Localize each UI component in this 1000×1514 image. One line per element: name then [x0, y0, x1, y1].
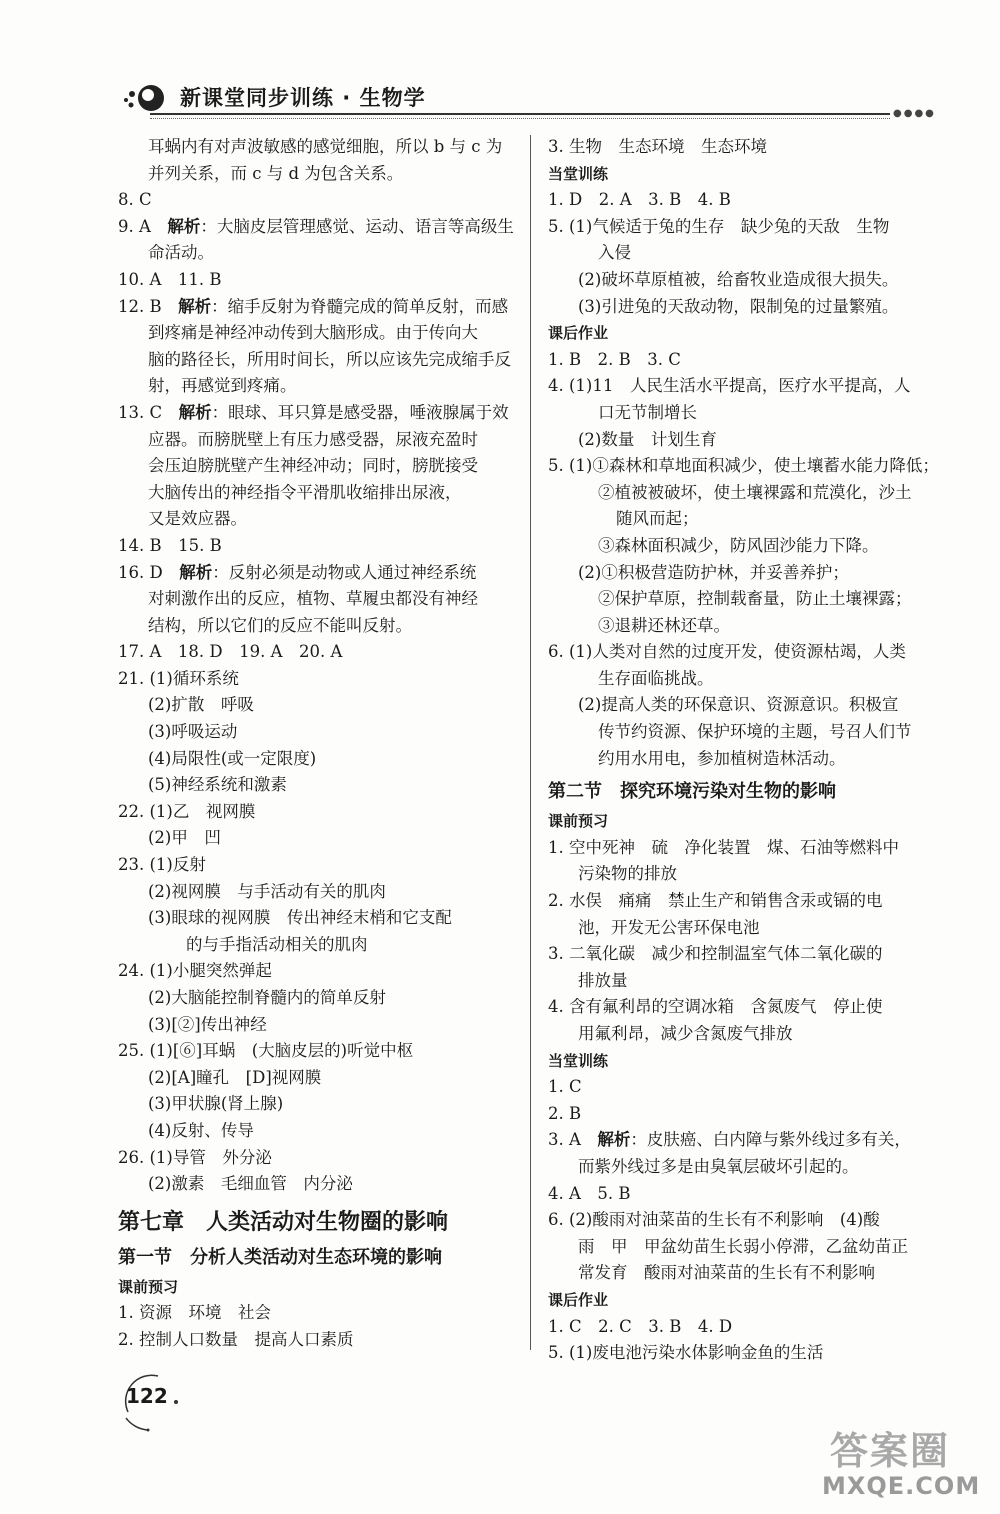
answer-line: 5. (1)废电池污染水体影响金鱼的生活: [548, 1343, 824, 1363]
subsection-heading: 当堂训练: [548, 1051, 609, 1070]
answer-line: 5. (1)气候适于兔的生存 缺少兔的天敌 生物: [548, 216, 890, 236]
answer-line: 6. (2)酸雨对油菜苗的生长有不利影响 (4)酸: [548, 1210, 880, 1230]
answer-line: 到疼痛是神经冲动传到大脑形成。由于传向大: [148, 323, 478, 343]
answer-line: (2)数量 计划生育: [578, 429, 717, 449]
answer-line: 6. (1)人类对自然的过度开发，使资源枯竭，人类: [548, 642, 906, 662]
answer-line: 3. 生物 生态环境 生态环境: [548, 137, 767, 156]
answer-line: 入侵: [598, 243, 631, 263]
answer-line: 应器。而膀胱壁上有压力感受器，尿液充盈时: [148, 429, 478, 449]
answer-line: (2)大脑能控制脊髓内的简单反射: [148, 988, 386, 1007]
answer-line: 4. A 5. B: [548, 1183, 631, 1203]
answer-line: (3)[②]传出神经: [148, 1014, 267, 1034]
answer-line: 而紫外线过多是由臭氧层破坏引起的。: [578, 1156, 859, 1176]
answer-line: 1. C 2. C 3. B 4. D: [548, 1316, 733, 1336]
answer-line: 4. (1)11 人民生活水平提高，医疗水平提高，人: [548, 376, 911, 396]
answer-line: (2)[A]瞳孔 [D]视网膜: [148, 1067, 322, 1087]
subsection-heading: 课后作业: [548, 1290, 609, 1309]
answer-line: 用氟利昂，减少含氮废气排放: [578, 1024, 793, 1043]
answer-line: 2. B: [548, 1103, 582, 1123]
answer-line: 排放量: [578, 970, 628, 990]
answer-line: 8. C: [118, 190, 152, 210]
book-logo-icon: [118, 78, 168, 118]
answer-line: 3. 二氧化碳 减少和控制温室气体二氧化碳的: [548, 944, 883, 964]
answer-line: (3)眼球的视网膜 传出神经末梢和它支配: [148, 908, 452, 928]
answer-line: 4. 含有氟利昂的空调冰箱 含氮废气 停止使: [548, 997, 883, 1017]
answer-line: 13. C 解析：眼球、耳只算是感受器，唾液腺属于效: [118, 402, 509, 422]
answer-line: 10. A 11. B: [118, 269, 222, 289]
answer-line: (4)局限性(或一定限度): [148, 748, 317, 768]
section-title-2: 第二节 探究环境污染对生物的影响: [548, 781, 836, 803]
answer-line: (4)反射、传导: [148, 1120, 254, 1140]
section-title-1: 第一节 分析人类活动对生态环境的影响: [118, 1246, 442, 1268]
header-rule-dotted: [150, 118, 890, 119]
answer-line: 14. B 15. B: [118, 535, 222, 555]
answer-line: 生存面临挑战。: [598, 668, 714, 688]
answer-line: 17. A 18. D 19. A 20. A: [118, 642, 343, 662]
answer-line: 传节约资源、保护环境的主题，号召人们节: [598, 722, 912, 742]
answer-line: 口无节制增长: [598, 402, 697, 422]
answer-line: 又是效应器。: [148, 509, 247, 529]
watermark-url: MXQE.COM: [822, 1472, 981, 1500]
answer-line: 1. B 2. B 3. C: [548, 349, 681, 369]
answer-line: 2. 控制人口数量 提高人口素质: [118, 1329, 354, 1349]
answer-line: 26. (1)导管 外分泌: [118, 1147, 272, 1167]
answer-line: 随风而起；: [616, 509, 699, 529]
answer-line: 对刺激作出的反应，植物、草履虫都没有神经: [148, 589, 478, 609]
answer-line: 5. (1)①森林和草地面积减少，使土壤蓄水能力降低；: [548, 456, 939, 476]
answer-line: 24. (1)小腿突然弹起: [118, 961, 272, 981]
answer-line: 污染物的排放: [578, 864, 677, 884]
answer-line: 12. B 解析：缩手反射为脊髓完成的简单反射，而感: [118, 296, 509, 316]
answer-line: 大脑传出的神经指令平滑肌收缩排出尿液，: [148, 482, 462, 502]
answer-line: ③退耕还林还草。: [598, 615, 730, 635]
answer-line: 1. 空中死神 硫 净化装置 煤、石油等燃料中: [548, 837, 899, 857]
answer-line: 命活动。: [148, 243, 214, 263]
answer-line: (2)①积极营造防护林，并妥善养护；: [578, 562, 849, 582]
analysis-label: 解析: [178, 402, 212, 422]
answer-line: (3)甲状腺(肾上腺): [148, 1094, 284, 1114]
answer-line: 常发育 酸雨对油菜苗的生长有不利影响: [578, 1263, 875, 1283]
answer-line: 1. 资源 环境 社会: [118, 1303, 271, 1323]
answer-line: 雨 甲 甲盆幼苗生长弱小停滞，乙盆幼苗正: [578, 1236, 908, 1256]
analysis-label: 解析: [178, 296, 212, 316]
header-title: 新课堂同步训练 · 生物学: [180, 86, 426, 110]
answer-line: 脑的路径长，所用时间长，所以应该先完成缩手反: [148, 349, 511, 369]
subsection-heading: 课前预习: [548, 812, 609, 831]
left-tail-lines: [118, 1274, 518, 1354]
answer-line: (5)神经系统和激素: [148, 775, 287, 795]
analysis-label: 解析: [167, 216, 201, 236]
answer-line: 3. A 解析：皮肤癌、白内障与紫外线过多有关，: [548, 1130, 911, 1150]
left-answer-lines: [118, 134, 518, 1198]
right-column: [548, 134, 943, 1367]
column-divider: [530, 135, 531, 1350]
subsection-heading: 课前预习: [118, 1277, 179, 1296]
answer-line: 2. 水俣 痛痛 禁止生产和销售含汞或镉的电: [548, 891, 883, 911]
header-dots: ●●●●: [893, 108, 936, 119]
answer-line: 1. D 2. A 3. B 4. B: [548, 190, 731, 210]
answer-line: 9. A 解析：大脑皮层管理感觉、运动、语言等高级生: [118, 216, 514, 236]
answer-line: ②植被被破坏，使土壤裸露和荒漠化，沙土: [598, 482, 912, 502]
answer-line: 会压迫膀胱壁产生神经冲动；同时，膀胱接受: [148, 456, 478, 476]
header-rule: [150, 113, 890, 115]
subsection-heading: 当堂训练: [548, 164, 609, 183]
right-answer-lines-1: [548, 134, 943, 772]
page-number: 122: [126, 1384, 168, 1408]
page-header: [118, 78, 948, 118]
answer-line: 耳蜗内有对声波敏感的感觉细胞，所以 b 与 c 为: [148, 137, 503, 156]
answer-line: (2)提高人类的环保意识、资源意识。积极宣: [578, 695, 899, 715]
answer-line: 射，再感觉到疼痛。: [148, 376, 297, 396]
right-answer-lines-2: [548, 808, 943, 1366]
answer-line: 结构，所以它们的反应不能叫反射。: [148, 615, 412, 635]
answer-line: ②保护草原，控制载畜量，防止土壤裸露；: [598, 589, 912, 609]
watermark-logo-text: 答案圈: [830, 1429, 951, 1473]
answer-line: 23. (1)反射: [118, 855, 206, 875]
answer-line: (2)破坏草原植被，给畜牧业造成很大损失。: [578, 269, 899, 289]
answer-line: (2)激素 毛细血管 内分泌: [148, 1174, 353, 1194]
answer-line: ③森林面积减少，防风固沙能力下降。: [598, 535, 879, 555]
answer-line: 22. (1)乙 视网膜: [118, 801, 256, 821]
chapter-title: 第七章 人类活动对生物圈的影响: [118, 1209, 449, 1235]
answer-line: 约用水用电，参加植树造林活动。: [598, 748, 846, 768]
answer-line: 的与手指活动相关的肌肉: [186, 934, 368, 954]
answer-line: 并列关系，而 c 与 d 为包含关系。: [148, 163, 404, 183]
answer-line: 21. (1)循环系统: [118, 668, 239, 688]
answer-line: (2)扩散 呼吸: [148, 695, 254, 715]
answer-line: (2)甲 凹: [148, 828, 221, 848]
answer-line: 25. (1)[⑥]耳蜗 (大脑皮层的)听觉中枢: [118, 1041, 414, 1061]
analysis-label: 解析: [597, 1130, 631, 1150]
answer-line: (2)视网膜 与手活动有关的肌肉: [148, 881, 386, 901]
answer-line: 16. D 解析：反射必须是动物或人通过神经系统: [118, 562, 477, 582]
left-column: [118, 134, 518, 1354]
answer-line: (3)引进兔的天敌动物，限制兔的过量繁殖。: [578, 296, 899, 316]
answer-line: 1. C: [548, 1077, 582, 1097]
answer-line: 池，开发无公害环保电池: [578, 917, 760, 937]
answer-line: (3)呼吸运动: [148, 722, 238, 742]
analysis-label: 解析: [179, 562, 213, 582]
subsection-heading: 课后作业: [548, 324, 609, 343]
